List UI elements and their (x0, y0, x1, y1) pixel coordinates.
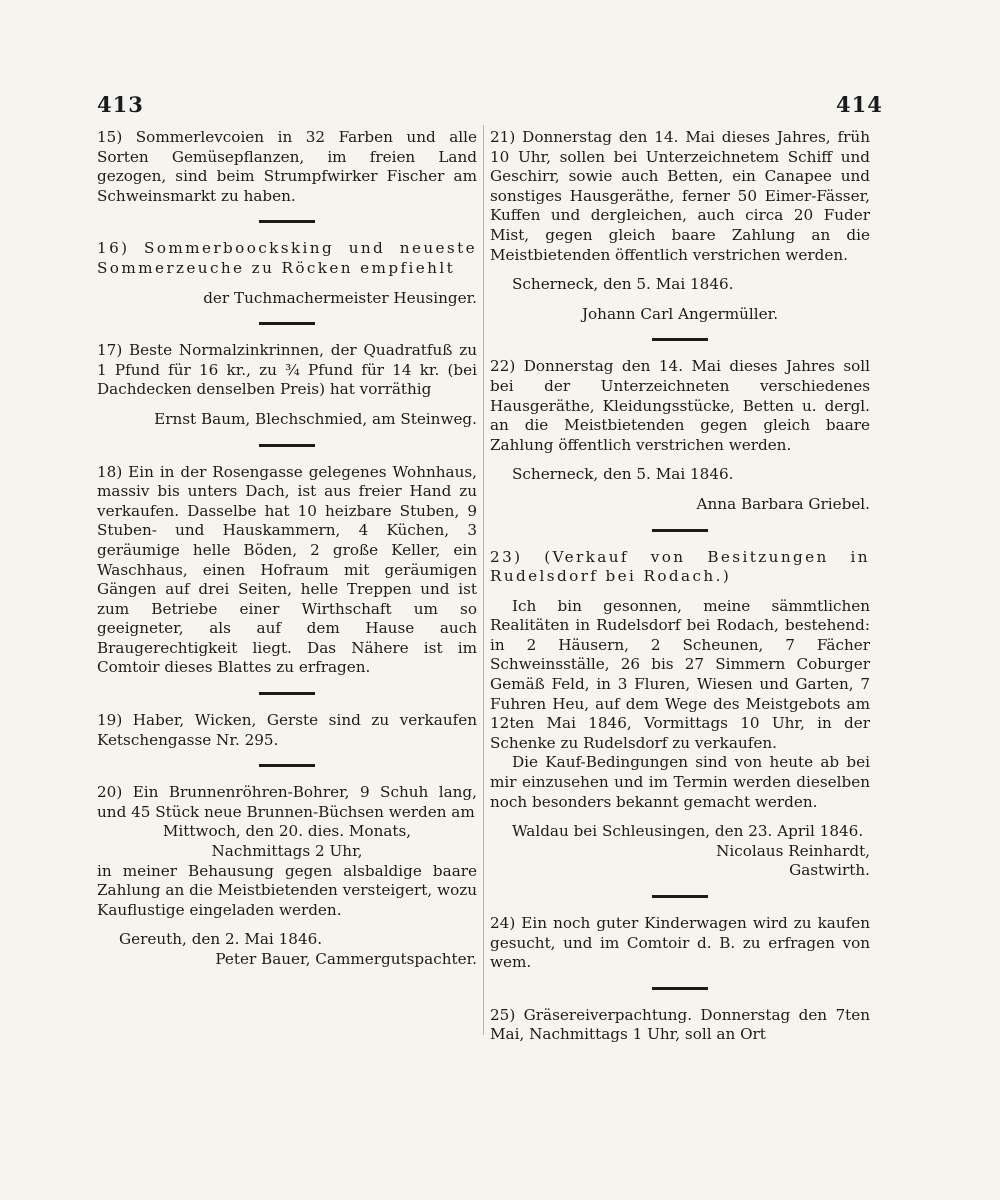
advertisement-19 (97, 711, 477, 750)
ad-time-line: Nachmittags 2 Uhr, (211, 842, 363, 861)
separator-rule (259, 322, 315, 325)
ad-place-date: Scherneck, den 5. Mai 1846. (512, 465, 734, 484)
advertisement-23 (490, 548, 870, 882)
advertisement-20 (97, 783, 477, 969)
ad-text: 18) Ein in der Rosengasse gelegenes Wohnhaus, massiv bis unters Dach, ist aus freier Hand zu verkaufen. Dasselbe hat 10 heizbare Stuben, 9 Stuben- und Hauskammern, 4 Küchen, 3 geräumige helle Böden, 2 große Keller, ein Waschhaus, einen Hofraum mit geräumigen Gängen auf drei Seiten, helle Treppen und ist zum Betriebe einer Wirthschaft um so geeigneter, als auf dem Hause auch Braugerechtigkeit liegt. Das Nähere ist im Comtoir dieses Blattes zu erfragen. (97, 462, 477, 677)
page-number-left: 413 (97, 92, 144, 117)
ad-place-date: Scherneck, den 5. Mai 1846. (512, 275, 734, 294)
ad-text-continued: in meiner Behausung gegen alsbaldige baare Zahlung an die Meistbietenden versteigert, wozu Kauflustige eingeladen werden. (97, 861, 477, 919)
ad-place-date: Waldau bei Schleusingen, den 23. April 1846. (512, 822, 864, 841)
ad-heading: 23) (Verkauf von Besitzungen in Rudelsdorf bei Rodach.) (490, 547, 870, 586)
ad-text: 25) Gräsereiverpachtung. Donnerstag den 7ten Mai, Nachmittags 1 Uhr, soll an Ort (490, 1005, 870, 1044)
ad-heading: 16) Sommerboocksking und neueste Sommerzeuche zu Röcken empfiehlt (97, 239, 477, 277)
ad-date-line: Mittwoch, den 20. dies. Monats, (162, 822, 412, 841)
separator-rule (652, 338, 708, 341)
advertisement-24 (490, 914, 870, 973)
ad-text: Ich bin gesonnen, meine sämmtlichen Realitäten in Rudelsdorf bei Rodach, bestehend: in 2 Häusern, 2 Scheunen, 7 Fächer Schweinsställe, 26 bis 27 Simmern Coburger Gemäß Feld, in 3 Fluren, Wiesen und Garten, 7 Fuhren Heu, auf dem Wege des Meistgebots am 12ten Mai 1846, Vormittags 10 Uhr, in der Schenke zu Rudelsdorf zu verkaufen. (490, 596, 870, 752)
ad-place-date: Gereuth, den 2. Mai 1846. (119, 930, 323, 949)
ad-signature: Ernst Baum, Blechschmied, am Steinweg. (154, 409, 477, 428)
separator-rule (652, 529, 708, 532)
separator-rule (259, 444, 315, 447)
ad-signature: Anna Barbara Griebel. (696, 494, 870, 513)
ad-signature: Johann Carl Angermüller. (581, 304, 779, 323)
advertisement-22 (490, 357, 870, 514)
advertisement-16 (97, 239, 477, 308)
separator-rule (652, 987, 708, 990)
ad-text: 24) Ein noch guter Kinderwagen wird zu kaufen gesucht, und im Comtoir d. B. zu erfragen von wem. (490, 914, 870, 972)
advertisement-21 (490, 128, 870, 324)
left-column (97, 128, 477, 970)
page-number-right: 414 (836, 92, 883, 117)
advertisement-15 (97, 128, 477, 206)
ad-text: 19) Haber, Wicken, Gerste sind zu verkaufen Ketschengasse Nr. 295. (97, 711, 477, 749)
advertisement-17 (97, 341, 477, 429)
ad-text: 17) Beste Normalzinkrinnen, der Quadratfuß zu 1 Pfund für 16 kr., zu ¾ Pfund für 14 kr. (bei Dachdecken denselben Preis) hat vorräthig (97, 341, 477, 399)
ad-signature-name: Nicolaus Reinhardt, (716, 841, 870, 860)
separator-rule (259, 692, 315, 695)
ad-text: 22) Donnerstag den 14. Mai dieses Jahres soll bei der Unterzeichneten verschiedenes Hausgeräthe, Kleidungsstücke, Betten u. dergl. an die Meistbietenden gegen gleich baare Zahlung öffentlich verstrichen werden. (490, 357, 870, 454)
column-divider (483, 125, 484, 1035)
ad-text: 21) Donnerstag den 14. Mai dieses Jahres, früh 10 Uhr, sollen bei Unterzeichnetem Schiff und Geschirr, sowie auch Betten, ein Canapee und sonstiges Hausgeräthe, ferner 50 Eimer-Fässer, Kuffen und dergleichen, auch circa 20 Fuder Mist, gegen gleich baare Zahlung an die Meistbietenden öffentlich verstrichen werden. (490, 128, 870, 264)
ad-signature-title: Gastwirth. (789, 861, 870, 880)
right-column (490, 128, 870, 1045)
separator-rule (259, 764, 315, 767)
advertisement-25 (490, 1006, 870, 1045)
advertisement-18 (97, 463, 477, 679)
ad-text-continued: Die Kauf-Bedingungen sind von heute ab bei mir einzusehen und im Termin werden dieselben noch besonders bekannt gemacht werden. (490, 753, 870, 811)
ad-text: 15) Sommerlevcoien in 32 Farben und alle Sorten Gemüsepflanzen, im freien Land gezogen, sind beim Strumpfwirker Fischer am Schweinsmarkt zu haben. (97, 128, 477, 205)
separator-rule (652, 895, 708, 898)
separator-rule (259, 220, 315, 223)
ad-text: 20) Ein Brunnenröhren-Bohrer, 9 Schuh lang, und 45 Stück neue Brunnen-Büchsen werden am (97, 783, 477, 821)
ad-signature: Peter Bauer, Cammergutspachter. (215, 950, 477, 968)
ad-signature: der Tuchmachermeister Heusinger. (203, 288, 477, 307)
